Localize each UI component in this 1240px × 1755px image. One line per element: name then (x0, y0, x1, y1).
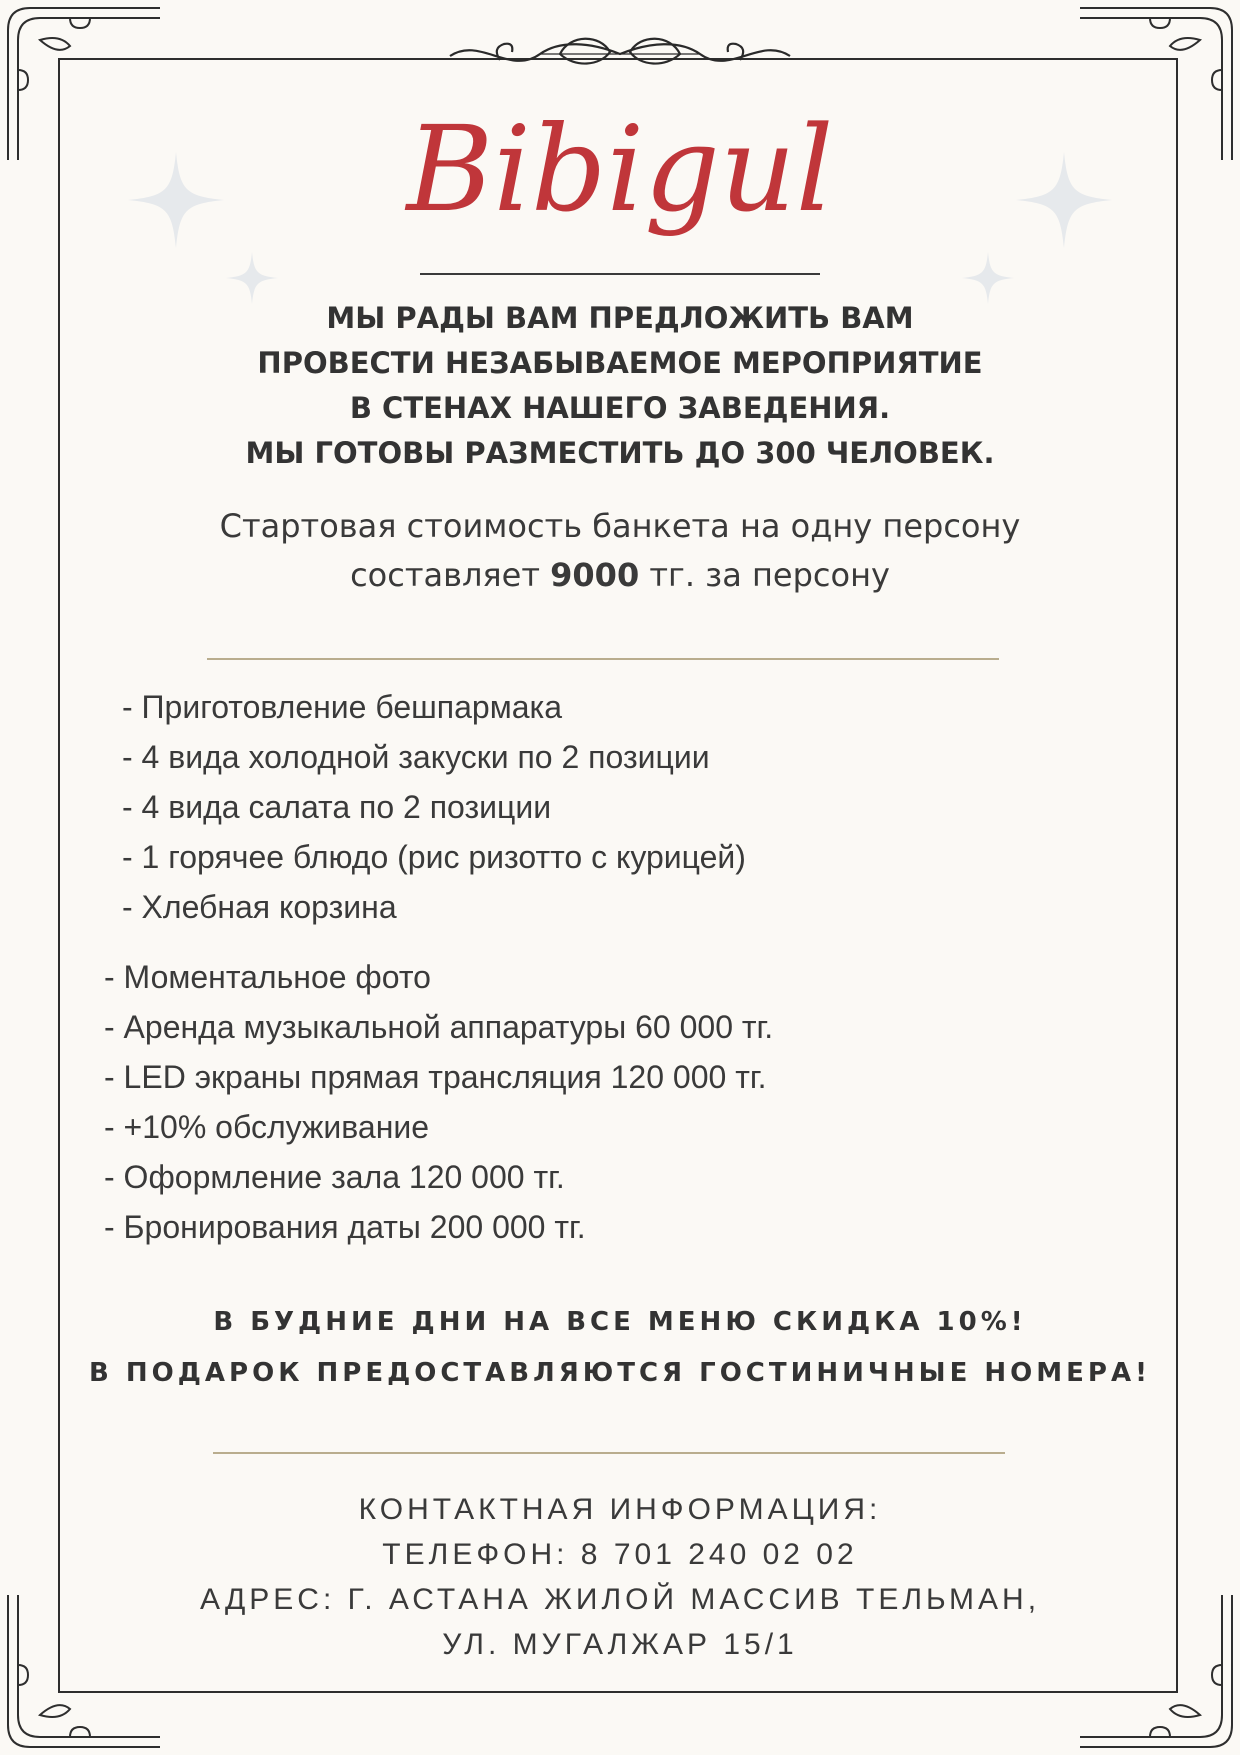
contact-phone: ТЕЛЕФОН: 8 701 240 02 02 (382, 1538, 858, 1571)
promo-block (60, 1297, 1180, 1399)
list-item: - Хлебная корзина (122, 889, 397, 925)
list-item: - 4 вида холодной закуски по 2 позиции (122, 739, 710, 775)
corner-ornament-top-right (1080, 0, 1240, 160)
headline-line: В СТЕНАХ НАШЕГО ЗАВЕДЕНИЯ. (349, 391, 891, 425)
contact-address: УЛ. МУГАЛЖАР 15/1 (442, 1628, 798, 1661)
list-item: - Моментальное фото (104, 959, 431, 995)
contact-info (60, 1487, 1180, 1667)
list-item: - LED экраны прямая трансляция 120 000 тг. (104, 1059, 767, 1095)
corner-ornament-top-left (0, 0, 160, 160)
headline-line: МЫ РАДЫ ВАМ ПРЕДЛОЖИТЬ ВАМ (326, 301, 914, 335)
sparkle-icon (128, 152, 224, 248)
headline (100, 296, 1140, 476)
price-suffix: тг. за персону (639, 556, 890, 594)
bibigul-logo (380, 92, 860, 272)
section-divider (213, 1452, 1005, 1454)
contact-heading: КОНТАКТНАЯ ИНФОРМАЦИЯ: (358, 1493, 882, 1526)
menu-list (122, 682, 746, 932)
extras-list (104, 952, 773, 1252)
section-divider (207, 658, 999, 660)
list-item: - 1 горячее блюдо (рис ризотто с курицей) (122, 839, 746, 875)
contact-address: АДРЕС: Г. АСТАНА ЖИЛОЙ МАССИВ ТЕЛЬМАН, (199, 1583, 1041, 1616)
promo-line: В БУДНИЕ ДНИ НА ВСЕ МЕНЮ СКИДКА 10%! (213, 1307, 1027, 1337)
price-amount: 9000 (550, 556, 640, 594)
svg-text:Bibigul: Bibigul (406, 100, 834, 238)
price-info (100, 502, 1140, 600)
list-item: - Аренда музыкальной аппаратуры 60 000 тг. (104, 1009, 774, 1045)
logo-underline (420, 273, 820, 275)
sparkle-icon (1016, 152, 1112, 248)
promo-line: В ПОДАРОК ПРЕДОСТАВЛЯЮТСЯ ГОСТИНИЧНЫЕ НОМЕРА! (89, 1358, 1151, 1388)
price-line: Стартовая стоимость банкета на одну персону (219, 507, 1021, 545)
list-item: - 4 вида салата по 2 позиции (122, 789, 552, 825)
list-item: - Бронирования даты 200 000 тг. (104, 1209, 586, 1245)
headline-line: МЫ ГОТОВЫ РАЗМЕСТИТЬ ДО 300 ЧЕЛОВЕК. (245, 436, 995, 470)
list-item: - Приготовление бешпармака (122, 689, 562, 725)
price-line (100, 551, 1140, 600)
price-prefix: составляет (350, 556, 551, 594)
headline-line: ПРОВЕСТИ НЕЗАБЫВАЕМОЕ МЕРОПРИЯТИЕ (257, 346, 983, 380)
list-item: - +10% обслуживание (104, 1109, 430, 1145)
top-flourish-ornament (440, 26, 800, 82)
list-item: - Оформление зала 120 000 тг. (104, 1159, 565, 1195)
